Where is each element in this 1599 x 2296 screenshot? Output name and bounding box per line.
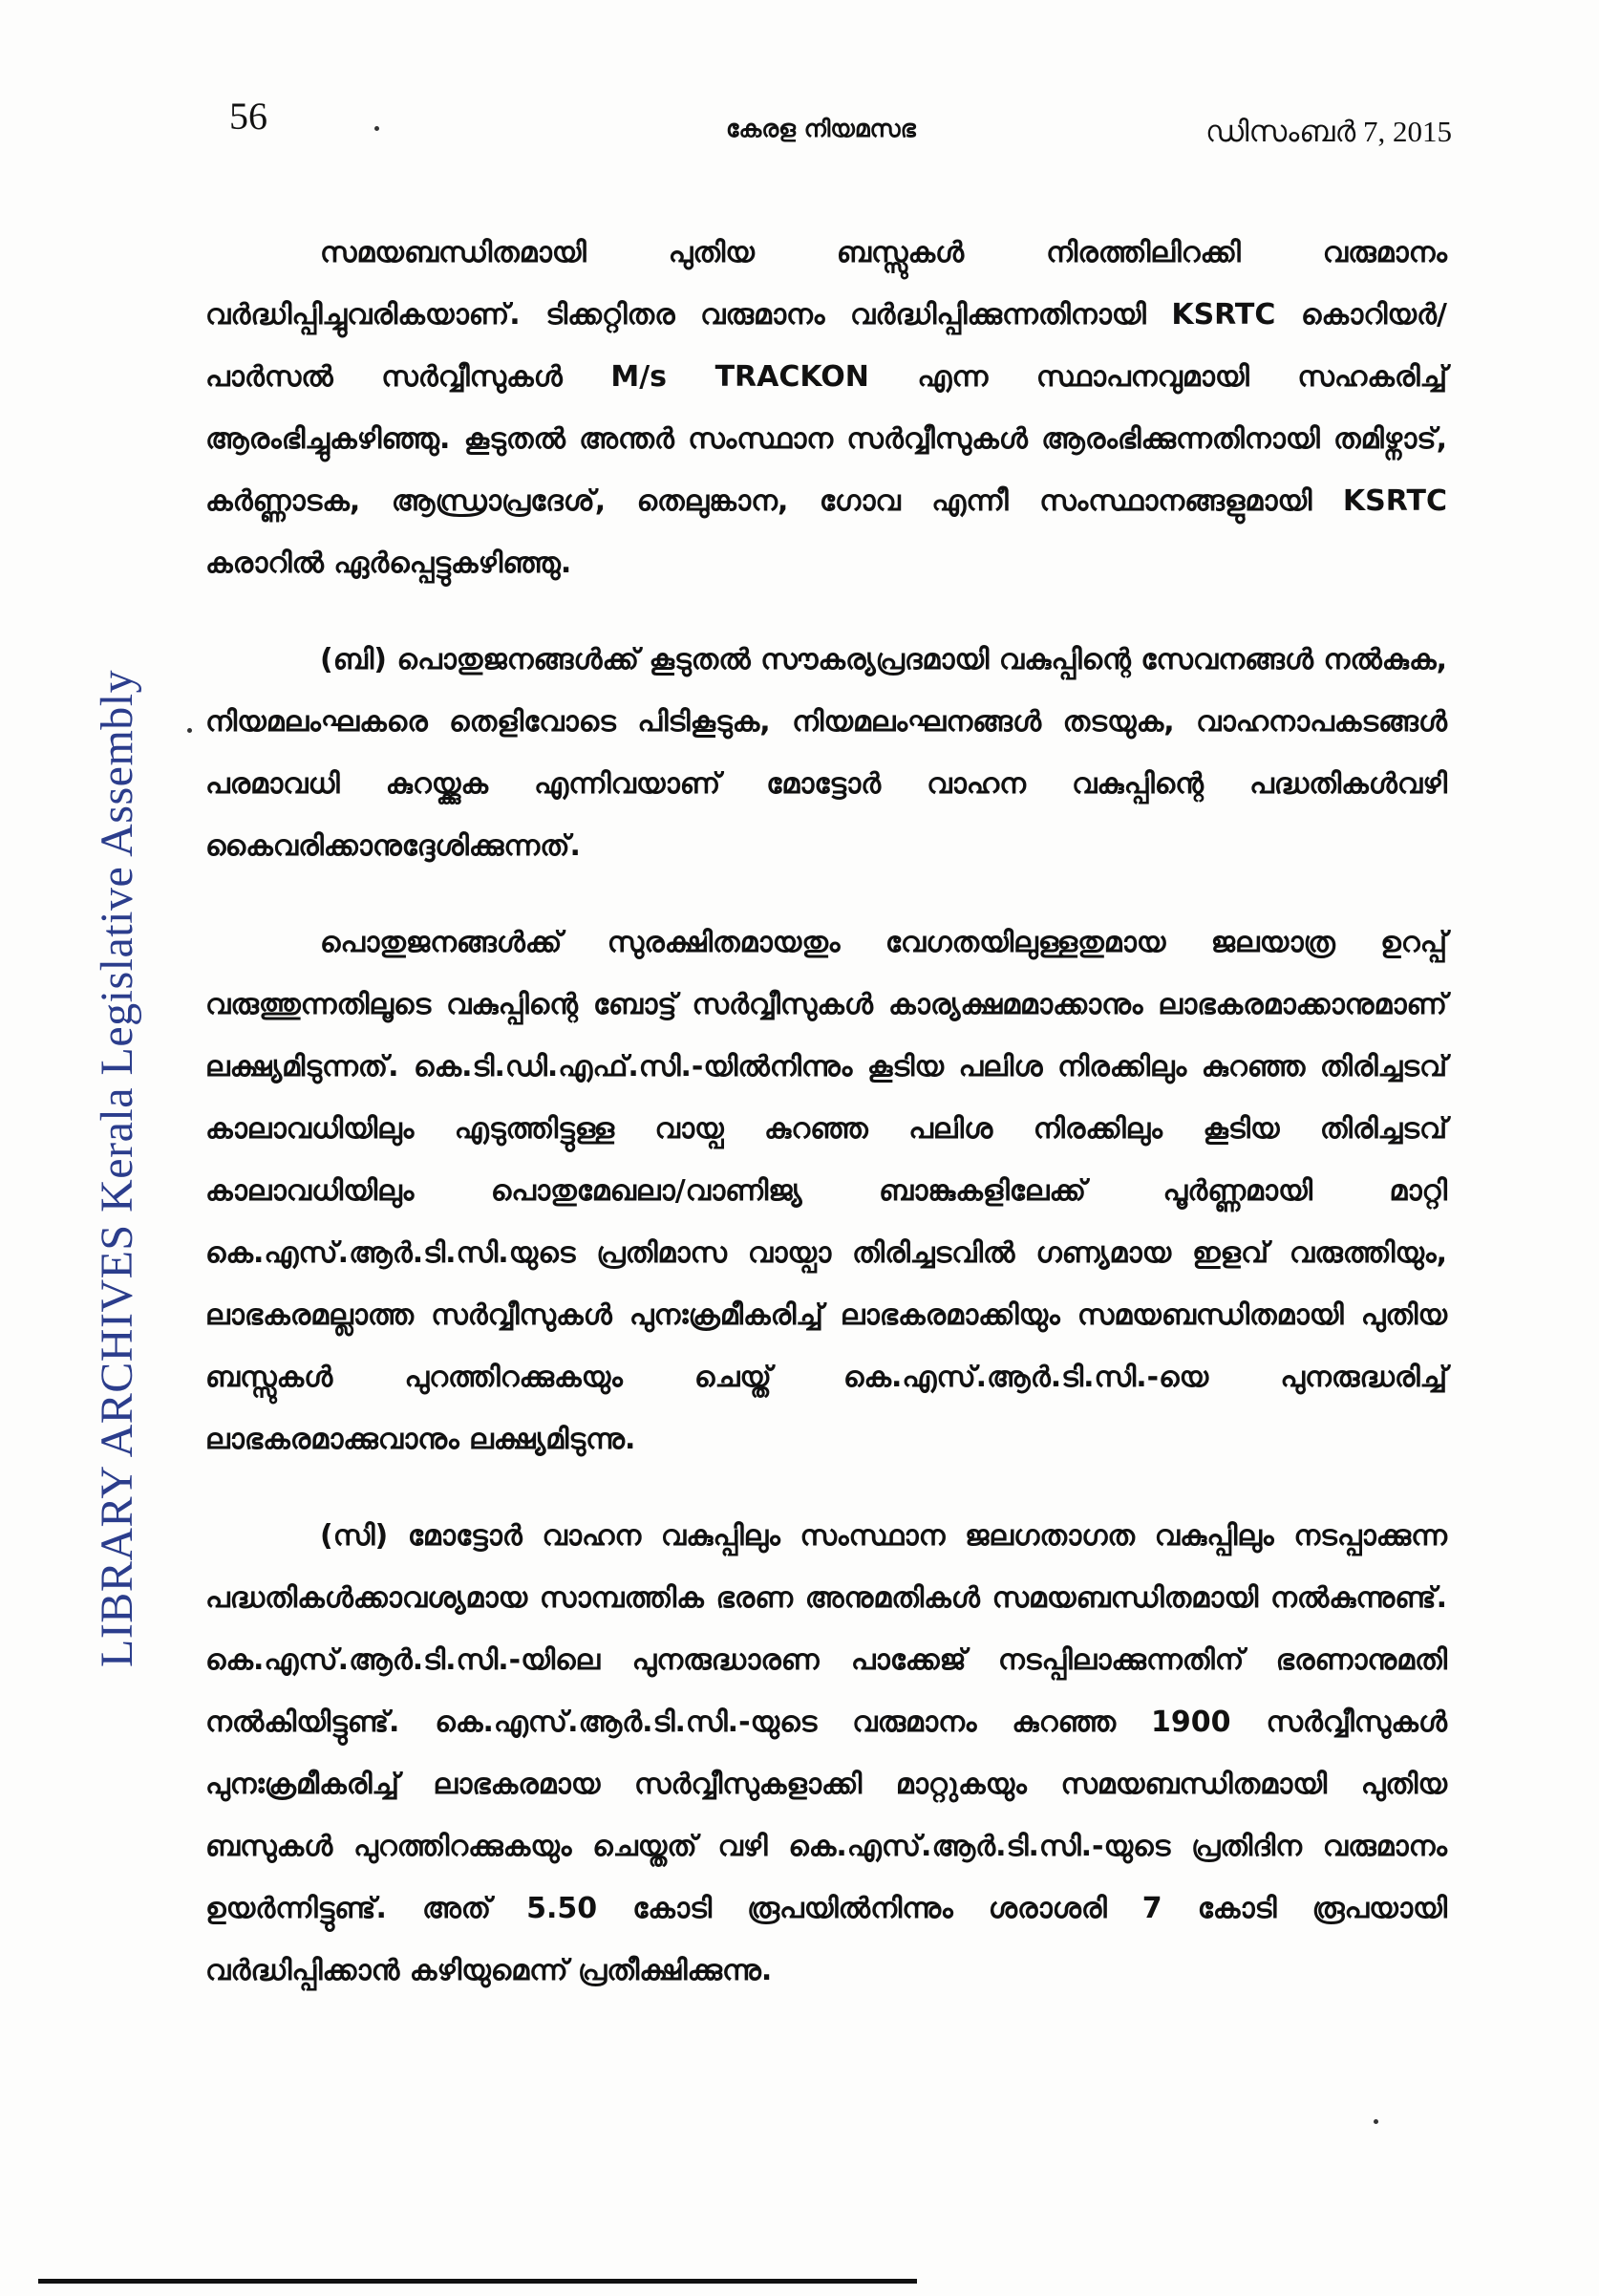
page-header — [229, 94, 1452, 161]
paragraph-motor-vehicles: (ബി) പൊതുജനങ്ങൾക്ക് കൂടുതൽ സൗകര്യപ്രദമായി വകുപ്പിന്റെ സേവനങ്ങൾ നൽകുക, നിയമലംഘകരെ തെളിവോടെ പിടികൂടുക, നിയമലംഘനങ്ങൾ തടയുക, വാഹനാപകടങ്ങൾ പരമാവധി കുറയ്ക്കുക എന്നിവയാണ് മോട്ടോർ വാഹന വകുപ്പിന്റെ പദ്ധതികൾവഴി കൈവരിക്കാനുദ്ദേശിക്കുന്നത്. — [205, 643, 1447, 863]
archive-watermark: LIBRARY ARCHIVES Kerala Legislative Assembly — [92, 669, 142, 1667]
body-text — [205, 222, 1447, 2036]
scan-speck — [374, 126, 379, 131]
page-number: 56 — [229, 95, 267, 138]
paragraph-bus-services: സമയബന്ധിതമായി പുതിയ ബസ്സുകൾ നിരത്തിലിറക്കി വരുമാനം വർദ്ധിപ്പിച്ചുവരികയാണ്. ടിക്കറ്റിതര വരുമാനം വർദ്ധിപ്പിക്കുന്നതിനായി KSRTC കൊറിയർ/പാർസൽ സർവ്വീസുകൾ M/s TRACKON എന്ന സ്ഥാപനവുമായി സഹകരിച്ച് ആരംഭിച്ചുകഴിഞ്ഞു. കൂടുതൽ അന്തർ സംസ്ഥാന സർവ്വീസുകൾ ആരംഭിക്കുന്നതിനായി തമിഴ്നാട്, കർണ്ണാടക, ആന്ധ്രാപ്രദേശ്, തെലുങ്കാന, ഗോവ എന്നീ സംസ്ഥാനങ്ങളുമായി KSRTC കരാറിൽ ഏർപ്പെട്ടുകഴിഞ്ഞു. — [205, 236, 1447, 580]
scan-speck — [1374, 2119, 1378, 2124]
header-date: ഡിസംബർ 7, 2015 — [1205, 115, 1452, 148]
paragraph-financial-sanctions: (സി) മോട്ടോർ വാഹന വകുപ്പിലും സംസ്ഥാന ജലഗതാഗത വകുപ്പിലും നടപ്പാക്കുന്ന പദ്ധതികൾക്കാവശ്യമായ സാമ്പത്തിക ഭരണ അനുമതികൾ സമയബന്ധിതമായി നൽകുന്നുണ്ട്. കെ.എസ്.ആർ.ടി.സി.-യിലെ പുനരുദ്ധാരണ പാക്കേജ് നടപ്പിലാക്കുന്നതിന് ഭരണാനുമതി നൽകിയിട്ടുണ്ട്. കെ.എസ്.ആർ.ടി.സി.-യുടെ വരുമാനം കുറഞ്ഞ 1900 സർവ്വീസുകൾ പുനഃക്രമീകരിച്ച് ലാഭകരമായ സർവ്വീസുകളാക്കി മാറ്റുകയും സമയബന്ധിതമായി പുതിയ ബസുകൾ പുറത്തിറക്കുകയും ചെയ്തത് വഴി കെ.എസ്.ആർ.ടി.സി.-യുടെ പ്രതിദിന വരുമാനം ഉയർന്നിട്ടുണ്ട്. അത് 5.50 കോടി രൂപയിൽനിന്നും ശരാശരി 7 കോടി രൂപയായി വർദ്ധിപ്പിക്കാൻ കഴിയുമെന്ന് പ്രതീക്ഷിക്കുന്നു. — [205, 1519, 1447, 1987]
bottom-rule — [38, 2279, 917, 2284]
scan-speck — [187, 728, 192, 733]
journal-title: കേരള നിയമസഭ — [726, 115, 916, 142]
paragraph-water-transport: പൊതുജനങ്ങൾക്ക് സുരക്ഷിതമായതും വേഗതയിലുള്ളതുമായ ജലയാത്ര ഉറപ്പ് വരുത്തുന്നതിലൂടെ വകുപ്പിന്റെ ബോട്ട് സർവ്വീസുകൾ കാര്യക്ഷമമാക്കാനും ലാഭകരമാക്കാനുമാണ് ലക്ഷ്യമിടുന്നത്. കെ.ടി.ഡി.എഫ്.സി.-യിൽനിന്നും കൂടിയ പലിശ നിരക്കിലും കുറഞ്ഞ തിരിച്ചടവ് കാലാവധിയിലും എടുത്തിട്ടുള്ള വായ്പ കുറഞ്ഞ പലിശ നിരക്കിലും കൂടിയ തിരിച്ചടവ് കാലാവധിയിലും പൊതുമേഖലാ/വാണിജ്യ ബാങ്കുകളിലേക്ക് പൂർണ്ണമായി മാറ്റി കെ.എസ്.ആർ.ടി.സി.യുടെ പ്രതിമാസ വായ്പാ തിരിച്ചടവിൽ ഗണ്യമായ ഇളവ് വരുത്തിയും, ലാഭകരമല്ലാത്ത സർവ്വീസുകൾ പുനഃക്രമീകരിച്ച് ലാഭകരമാക്കിയും സമയബന്ധിതമായി പുതിയ ബസ്സുകൾ പുറത്തിറക്കുകയും ചെയ്ത് കെ.എസ്.ആർ.ടി.സി.-യെ പുനരുദ്ധരിച്ച് ലാഭകരമാക്കുവാനും ലക്ഷ്യമിടുന്നു. — [205, 926, 1447, 1456]
